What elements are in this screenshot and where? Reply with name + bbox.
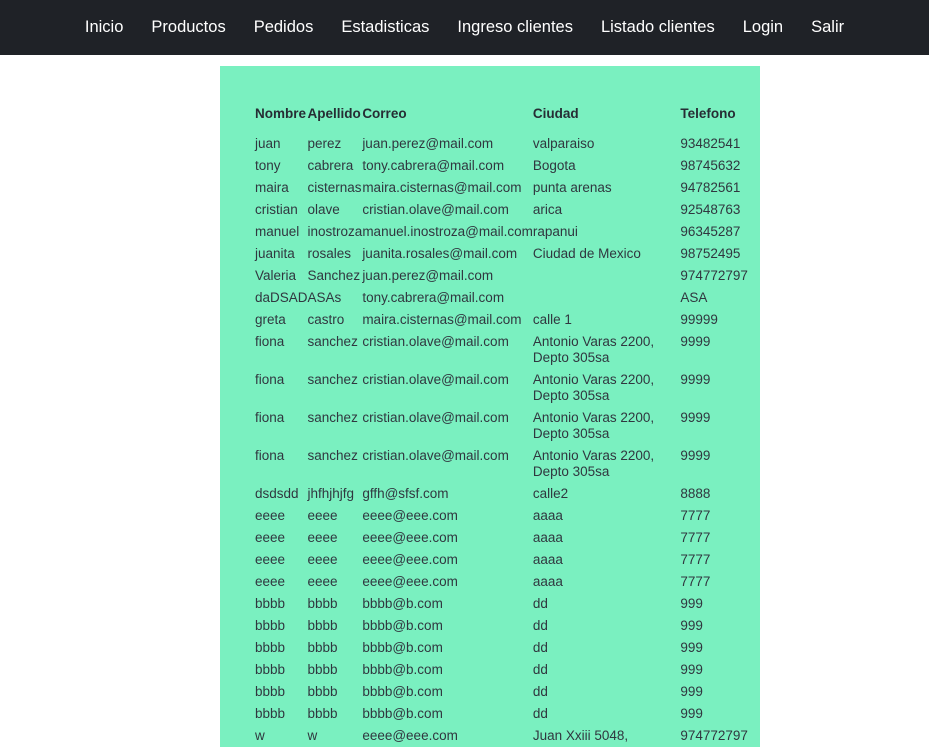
cell-correo: juan.perez@mail.com <box>362 268 494 283</box>
cell-correo: cristian.olave@mail.com <box>362 334 509 349</box>
cell-apellido: eeee <box>307 552 338 567</box>
cell-nombre: bbbb <box>255 640 286 655</box>
cell-telefono: 999 <box>680 706 703 721</box>
nav-item-estadisticas[interactable]: Estadisticas <box>341 18 430 36</box>
cell-nombre: fiona <box>255 372 285 387</box>
cell-apellido: sanchez <box>307 410 358 425</box>
cell-correo: maira.cisternas@mail.com <box>362 180 522 195</box>
cell-nombre: bbbb <box>255 662 286 677</box>
cell-telefono: 7777 <box>680 574 711 589</box>
table-row <box>220 309 760 331</box>
table-row <box>220 681 760 703</box>
cell-correo: manuel.inostroza@mail.com <box>362 224 533 239</box>
cell-apellido: eeee <box>307 574 338 589</box>
table-row <box>220 221 760 243</box>
cell-nombre: Valeria <box>255 268 297 283</box>
cell-correo: cristian.olave@mail.com <box>362 202 509 217</box>
cell-apellido: bbbb <box>307 618 338 633</box>
cell-telefono: 7777 <box>680 552 711 567</box>
cell-ciudad: aaaa <box>532 530 563 545</box>
column-header-ciudad: Ciudad <box>532 106 579 121</box>
cell-nombre: juan <box>255 136 281 151</box>
table-row <box>220 133 760 155</box>
client-list-panel <box>220 66 760 747</box>
cell-ciudad: calle2 <box>532 486 569 501</box>
table-row <box>220 483 760 505</box>
cell-apellido: inostroza <box>307 224 363 239</box>
cell-correo: eeee@eee.com <box>362 508 458 523</box>
cell-correo: bbbb@b.com <box>362 684 443 699</box>
cell-telefono: 8888 <box>680 486 711 501</box>
cell-apellido: olave <box>307 202 340 217</box>
cell-correo: eeee@eee.com <box>362 552 458 567</box>
cell-ciudad: Antonio Varas 2200, Depto 305sa <box>532 372 655 403</box>
cell-apellido: sanchez <box>307 448 358 463</box>
cell-nombre: greta <box>255 312 286 327</box>
cell-ciudad: dd <box>532 596 548 611</box>
table-row <box>220 199 760 221</box>
cell-apellido: castro <box>307 312 345 327</box>
cell-nombre: daDSAD <box>255 290 308 305</box>
cell-ciudad: Antonio Varas 2200, Depto 305sa <box>532 448 655 479</box>
cell-telefono: 99999 <box>680 312 718 327</box>
cell-telefono: 7777 <box>680 508 711 523</box>
cell-nombre: eeee <box>255 552 286 567</box>
table-row <box>220 527 760 549</box>
table-row <box>220 659 760 681</box>
cell-apellido: bbbb <box>307 706 338 721</box>
cell-ciudad: dd <box>532 640 548 655</box>
cell-nombre: maira <box>255 180 289 195</box>
table-row <box>220 571 760 593</box>
cell-ciudad: punta arenas <box>532 180 612 195</box>
cell-telefono: 974772797 <box>680 728 748 743</box>
cell-nombre: bbbb <box>255 596 286 611</box>
cell-nombre: tony <box>255 158 281 173</box>
cell-correo: eeee@eee.com <box>362 574 458 589</box>
cell-apellido: cabrera <box>307 158 354 173</box>
cell-correo: cristian.olave@mail.com <box>362 410 509 425</box>
table-row <box>220 369 760 407</box>
client-table <box>220 66 760 747</box>
cell-apellido: bbbb <box>307 662 338 677</box>
table-row <box>220 725 760 747</box>
cell-nombre: eeee <box>255 574 286 589</box>
cell-ciudad <box>533 287 681 309</box>
table-row <box>220 177 760 199</box>
cell-ciudad: Bogota <box>532 158 576 173</box>
nav-item-pedidos[interactable]: Pedidos <box>253 18 314 36</box>
cell-apellido: ASAs <box>307 290 342 305</box>
nav-item-listado-clientes[interactable]: Listado clientes <box>600 18 715 36</box>
table-row <box>220 407 760 445</box>
cell-telefono: 7777 <box>680 530 711 545</box>
cell-telefono: 9999 <box>680 410 711 425</box>
cell-ciudad: aaaa <box>532 508 563 523</box>
cell-nombre: eeee <box>255 530 286 545</box>
cell-ciudad: Antonio Varas 2200, Depto 305sa <box>532 334 655 365</box>
cell-telefono: 999 <box>680 684 703 699</box>
cell-correo: gffh@sfsf.com <box>362 486 449 501</box>
cell-telefono: 9999 <box>680 334 711 349</box>
nav-item-productos[interactable]: Productos <box>151 18 226 36</box>
cell-ciudad: valparaiso <box>532 136 595 151</box>
cell-nombre: cristian <box>255 202 298 217</box>
table-row <box>220 549 760 571</box>
nav-item-ingreso-clientes[interactable]: Ingreso clientes <box>457 18 573 36</box>
cell-correo: juan.perez@mail.com <box>362 136 494 151</box>
column-header-nombre: Nombre <box>255 106 307 121</box>
cell-telefono: 92548763 <box>680 202 741 217</box>
cell-correo: eeee@eee.com <box>362 728 458 743</box>
cell-ciudad: Antonio Varas 2200, Depto 305sa <box>532 410 655 441</box>
nav-item-login[interactable]: Login <box>742 18 784 36</box>
table-row <box>220 593 760 615</box>
cell-correo: maira.cisternas@mail.com <box>362 312 522 327</box>
client-table-body <box>220 133 760 747</box>
navbar-item-list <box>71 0 858 55</box>
cell-ciudad <box>533 265 681 287</box>
column-header-apellido: Apellido <box>307 106 361 121</box>
cell-nombre: eeee <box>255 508 286 523</box>
table-row <box>220 637 760 659</box>
nav-item-inicio[interactable]: Inicio <box>84 18 124 36</box>
cell-telefono: 96345287 <box>680 224 741 239</box>
nav-item-salir[interactable]: Salir <box>811 18 845 36</box>
cell-correo: bbbb@b.com <box>362 662 443 677</box>
cell-nombre: fiona <box>255 334 285 349</box>
cell-ciudad: rapanui <box>532 224 578 239</box>
cell-apellido: perez <box>307 136 342 151</box>
table-row <box>220 445 760 483</box>
cell-apellido: cisternas <box>307 180 362 195</box>
cell-ciudad: arica <box>532 202 563 217</box>
cell-ciudad: aaaa <box>532 574 563 589</box>
cell-nombre: w <box>255 728 265 743</box>
cell-correo: cristian.olave@mail.com <box>362 372 509 387</box>
cell-ciudad: dd <box>532 662 548 677</box>
cell-nombre: juanita <box>255 246 295 261</box>
table-row <box>220 243 760 265</box>
cell-nombre: manuel <box>255 224 300 239</box>
cell-ciudad: aaaa <box>532 552 563 567</box>
cell-telefono: 9999 <box>680 448 711 463</box>
cell-telefono: 999 <box>680 640 703 655</box>
cell-telefono: ASA <box>680 290 708 305</box>
cell-ciudad: calle 1 <box>532 312 572 327</box>
cell-ciudad: Ciudad de Mexico <box>532 246 641 261</box>
cell-nombre: fiona <box>255 448 285 463</box>
cell-apellido: eeee <box>307 508 338 523</box>
column-header-telefono: Telefono <box>680 106 736 121</box>
cell-telefono: 999 <box>680 662 703 677</box>
cell-ciudad: Juan Xxiii 5048, <box>532 728 629 743</box>
cell-correo: bbbb@b.com <box>362 706 443 721</box>
cell-correo: bbbb@b.com <box>362 596 443 611</box>
cell-telefono: 98745632 <box>680 158 741 173</box>
cell-apellido: bbbb <box>307 596 338 611</box>
table-row <box>220 331 760 369</box>
cell-telefono: 94782561 <box>680 180 741 195</box>
cell-correo: bbbb@b.com <box>362 618 443 633</box>
cell-ciudad: dd <box>532 706 548 721</box>
cell-ciudad: dd <box>532 684 548 699</box>
cell-telefono: 93482541 <box>680 136 741 151</box>
cell-apellido: bbbb <box>307 684 338 699</box>
table-row <box>220 615 760 637</box>
cell-correo: tony.cabrera@mail.com <box>362 158 505 173</box>
cell-nombre: fiona <box>255 410 285 425</box>
main-navbar <box>0 0 929 55</box>
cell-nombre: bbbb <box>255 618 286 633</box>
table-row <box>220 155 760 177</box>
cell-apellido: Sanchez <box>307 268 361 283</box>
table-row <box>220 703 760 725</box>
cell-nombre: dsdsdd <box>255 486 299 501</box>
column-header-correo: Correo <box>362 106 407 121</box>
cell-apellido: w <box>307 728 318 743</box>
cell-apellido: jhfhjhjfg <box>307 486 355 501</box>
client-table-head <box>220 66 760 133</box>
cell-telefono: 98752495 <box>680 246 741 261</box>
table-row <box>220 287 760 309</box>
cell-telefono: 999 <box>680 618 703 633</box>
cell-apellido: sanchez <box>307 334 358 349</box>
cell-correo: eeee@eee.com <box>362 530 458 545</box>
table-row <box>220 265 760 287</box>
cell-correo: tony.cabrera@mail.com <box>362 290 505 305</box>
cell-nombre: bbbb <box>255 706 286 721</box>
cell-apellido: bbbb <box>307 640 338 655</box>
cell-correo: bbbb@b.com <box>362 640 443 655</box>
table-header-row <box>220 66 760 133</box>
cell-telefono: 9999 <box>680 372 711 387</box>
table-row <box>220 505 760 527</box>
cell-telefono: 974772797 <box>680 268 748 283</box>
cell-correo: juanita.rosales@mail.com <box>362 246 518 261</box>
cell-apellido: rosales <box>307 246 352 261</box>
cell-ciudad: dd <box>532 618 548 633</box>
cell-apellido: eeee <box>307 530 338 545</box>
cell-apellido: sanchez <box>307 372 358 387</box>
cell-telefono: 999 <box>680 596 703 611</box>
cell-correo: cristian.olave@mail.com <box>362 448 509 463</box>
cell-nombre: bbbb <box>255 684 286 699</box>
